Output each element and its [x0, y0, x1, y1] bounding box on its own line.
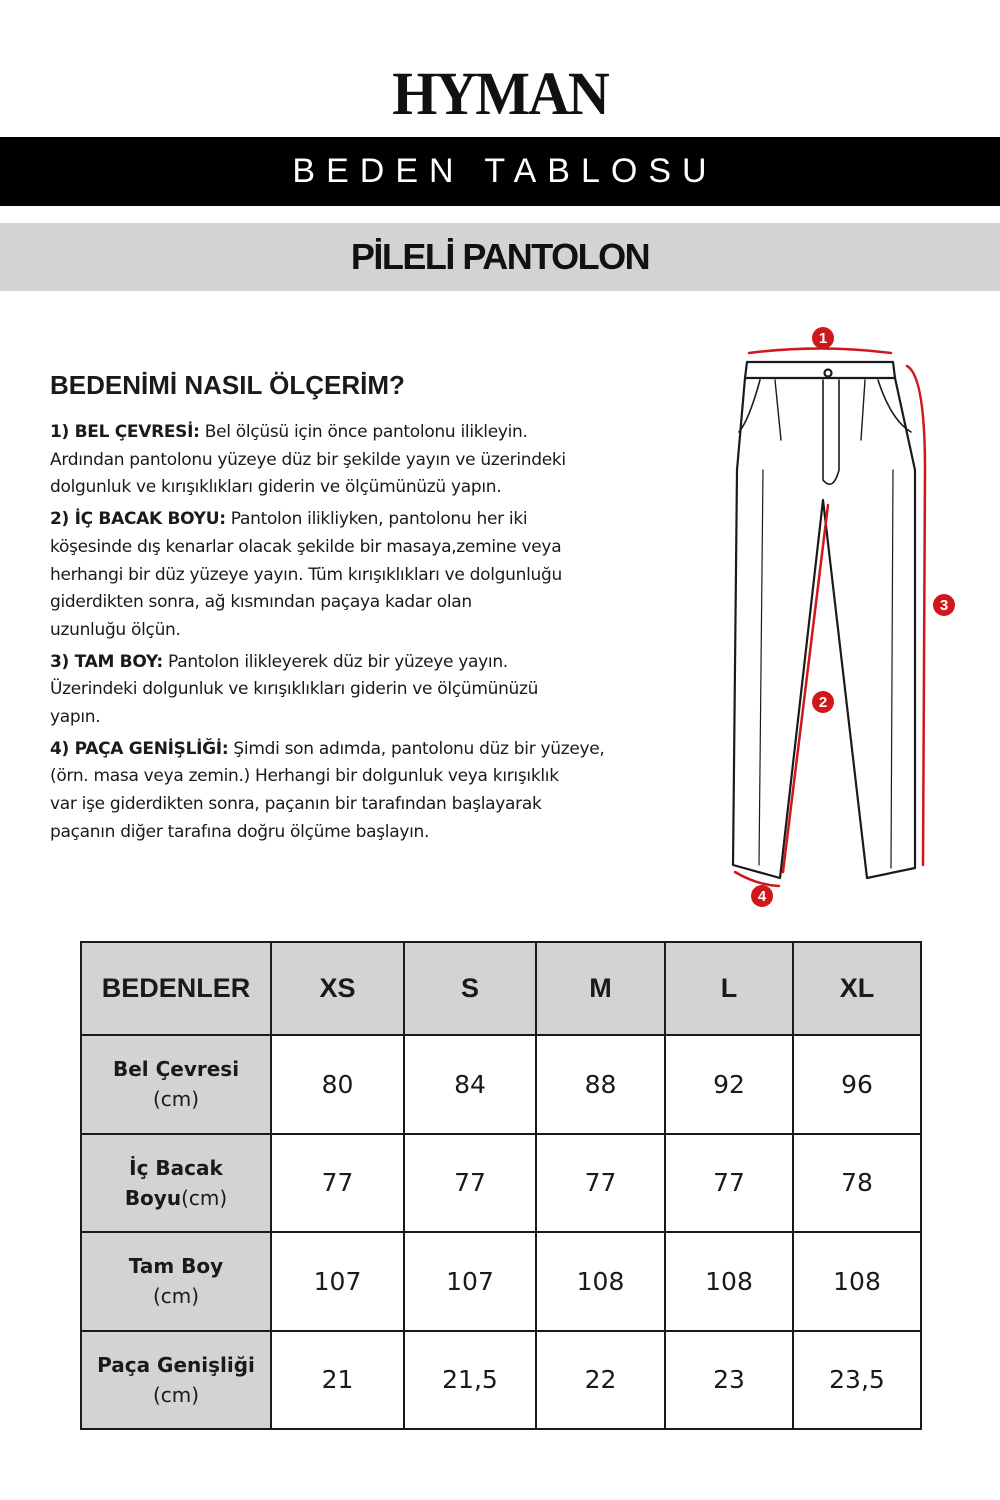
table-cell: 78 — [793, 1134, 921, 1233]
step-label: 3) TAM BOY: — [50, 651, 163, 672]
table-cell: 108 — [793, 1232, 921, 1331]
trouser-measurement-diagram — [715, 320, 965, 910]
size-chart-banner: BEDEN TABLOSU — [0, 137, 1000, 206]
step-hem-width: 4) PAÇA GENİŞLİĞİ: Şimdi son adımda, pantolonu düz bir yüzeye, (örn. masa veya zemin.) Herhangi bir dolgunluk veya kırışıklık var işe giderdikten sonra, paçanın bir tarafından başlayarak paçanın diğer tarafına doğru ölçüme başlayın. — [50, 738, 605, 842]
header-size-s: S — [404, 942, 536, 1035]
table-cell: 77 — [665, 1134, 793, 1233]
table-cell: 107 — [271, 1232, 404, 1331]
brand-logo: HYMAN — [392, 59, 608, 128]
marker-4-label: 4 — [757, 888, 767, 905]
table-cell: 92 — [665, 1035, 793, 1134]
header-size-xl: XL — [793, 942, 921, 1035]
table-cell: 108 — [536, 1232, 665, 1331]
header-size-l: L — [665, 942, 793, 1035]
header-size-xs: XS — [271, 942, 404, 1035]
table-row-waist — [81, 1035, 921, 1134]
table-cell: 23,5 — [793, 1331, 921, 1430]
marker-1-label: 1 — [818, 330, 828, 347]
step-waist: 1) BEL ÇEVRESİ: Bel ölçüsü için önce pantolonu ilikleyin. Ardından pantolonu yüzeye düz bir şekilde yayın ve üzerindeki dolgunluk ve kırışıklıkları giderin ve ölçümünüzü yapın. — [50, 422, 566, 498]
step-label: 1) BEL ÇEVRESİ: — [50, 422, 200, 442]
row-label-waist: Bel Çevresi (cm) — [81, 1035, 271, 1134]
step-label: 4) PAÇA GENİŞLİĞİ: — [50, 738, 229, 759]
step-full-length: 3) TAM BOY: Pantolon ilikleyerek düz bir yüzeye yayın. Üzerindeki dolgunluk ve kırışıklıkları giderin ve ölçümünüzü yapın. — [50, 651, 539, 728]
step-label: 2) İÇ BACAK BOYU: — [50, 509, 226, 530]
marker-3-label: 3 — [939, 597, 949, 614]
table-cell: 23 — [665, 1331, 793, 1430]
table-row-hem-width — [81, 1331, 921, 1430]
table-cell: 21 — [271, 1331, 404, 1430]
table-row-full-length — [81, 1232, 921, 1331]
marker-2-label: 2 — [818, 694, 828, 711]
table-cell: 84 — [404, 1035, 536, 1134]
measurement-steps — [50, 419, 700, 851]
table-header-row — [81, 942, 921, 1035]
table-cell: 77 — [271, 1134, 404, 1233]
table-cell: 77 — [536, 1134, 665, 1233]
howto-title: BEDENİMİ NASIL ÖLÇERİM? — [50, 370, 405, 400]
table-cell: 108 — [665, 1232, 793, 1331]
table-cell: 107 — [404, 1232, 536, 1331]
step-inseam: 2) İÇ BACAK BOYU: Pantolon ilikliyken, pantolonu her iki köşesinde dış kenarlar olacak şekilde bir masaya,zemine veya herhangi bir düz yüzeye yayın. Tüm kırışıklıkları ve dolgunluğu giderdikten sonra, ağ kısmından paçaya kadar olan uzunluğu ölçün. — [50, 509, 562, 640]
size-table — [80, 941, 922, 1430]
row-label-full-length: Tam Boy (cm) — [81, 1232, 271, 1331]
table-cell: 22 — [536, 1331, 665, 1430]
table-row-inseam — [81, 1134, 921, 1233]
table-cell: 77 — [404, 1134, 536, 1233]
table-cell: 88 — [536, 1035, 665, 1134]
header-size-m: M — [536, 942, 665, 1035]
header-sizes-label: BEDENLER — [81, 942, 271, 1035]
row-label-inseam: İç Bacak Boyu(cm) — [81, 1134, 271, 1233]
table-cell: 96 — [793, 1035, 921, 1134]
product-title: PİLELİ PANTOLON — [0, 223, 1000, 291]
table-cell: 21,5 — [404, 1331, 536, 1430]
row-label-hem-width: Paça Genişliği (cm) — [81, 1331, 271, 1430]
table-cell: 80 — [271, 1035, 404, 1134]
